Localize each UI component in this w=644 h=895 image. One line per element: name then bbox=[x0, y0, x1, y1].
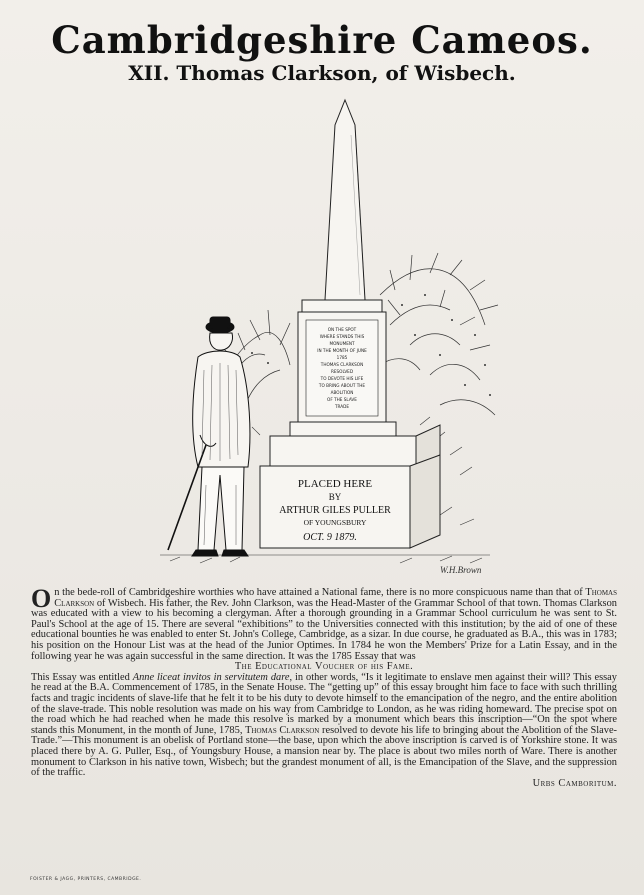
monument-illustration bbox=[140, 95, 510, 580]
base-line: ARTHUR GILES PULLER bbox=[279, 505, 391, 516]
text-run: of Wisbech. His father, the Rev. John Clarkson, was the Head-Master of the Grammar School of that town. Thomas Clarkson was educated with a view to his becoming a clergyman. After a thorough grounding in a Grammar School curriculum he was sent to St. Paul's School at the age of 15. There are several “exhibitions” to the Universities connected with this institution; by the aid of one of these educational bounties he was enabled to enter St. John's College, Cambridge, as a sizar. In due course, he graduated as B.A., this was in 1783; his position on the Honour List was at the head of the Junior Optimes. In 1784 he won the Members' Prize for a Latin Essay, and in the following year he was again successful in the same direction. It was the 1785 Essay that was bbox=[31, 597, 617, 662]
obelisk bbox=[325, 100, 365, 300]
base-line: OF YOUNGSBURY bbox=[303, 518, 367, 527]
base-line: BY bbox=[328, 492, 342, 502]
section-heading: The Educational Voucher of his Fame. bbox=[234, 661, 414, 673]
inscription-line: IN THE MONTH OF JUNE bbox=[317, 348, 367, 353]
name-smallcaps: Thomas Clarkson bbox=[54, 587, 617, 609]
inscription-line: OF THE SLAVE bbox=[327, 397, 357, 402]
inscription-line: TRADE bbox=[334, 404, 350, 409]
inscription-line: WHERE STANDS THIS bbox=[319, 334, 365, 339]
gentleman-figure bbox=[168, 317, 250, 556]
printer-imprint: FOISTER & JAGG, PRINTERS, CAMBRIDGE. bbox=[30, 877, 142, 882]
inscription-line: MONUMENT bbox=[329, 341, 355, 346]
base-line: PLACED HERE bbox=[297, 478, 373, 490]
inscription-line: THOMAS CLARKSON bbox=[320, 362, 364, 367]
text-run: This Essay was entitled bbox=[31, 671, 133, 683]
name-smallcaps: Thomas Clarkson bbox=[245, 724, 320, 736]
text-run: , in other words, “Is it legitimate to enslave men against their will? This essay he read at the B.A. Commencement of 1785, in the Senate House. The “getting up” of this essay brought him face to face with such thrilling facts and tragic incidents of slave-life that he felt it to be his duty to devote himself to the emancipation of the negro, and the entire abolition of the slave-trade. This noble resolution was made on his way from Cambridge to London, as he was riding homeward. The precise spot on the road which he had reached when he made this resolve is marked by a monument which bears this inscription—“On the spot where stands this Monument, in the month of June, 1785, bbox=[31, 671, 617, 736]
text-run: resolved to devote his life to bringing about the Abolition of the Slave-Trade.”—This monument is an obelisk of Portland stone—the base, upon which the above inscription is carved is of Yorkshire stone. It was placed there by A. G. Puller, Esq., of Youngsbury House, a mansion near by. The place is about two miles north of Ware. There is another monument to Clarkson in his native town, Wisbech; but the grandest monument of all, is the Emancipation of the Slave, and the suppression of the traffic. bbox=[31, 724, 618, 779]
inscription-line: TO DEVOTE HIS LIFE bbox=[320, 376, 364, 381]
page-title: Cambridgeshire Cameos. bbox=[51, 18, 593, 62]
inscription-line: 1785 bbox=[336, 355, 348, 360]
inscription-line: TO BRING ABOUT THE bbox=[318, 383, 366, 388]
drop-cap: O bbox=[31, 584, 52, 613]
inscription-line: ABOLITION bbox=[330, 390, 354, 395]
latin-title: Anne liceat invitos in servitutem dare bbox=[132, 671, 290, 683]
page-subtitle: XII. Thomas Clarkson, of Wisbech. bbox=[128, 61, 516, 85]
base-line: OCT. 9 1879. bbox=[303, 532, 357, 543]
text-run: n the bede-roll of Cambridgeshire worthies who have attained a National fame, there is no more conspicuous name than that of bbox=[54, 587, 586, 598]
article-body bbox=[31, 584, 618, 789]
artist-signature: W.H.Brown bbox=[440, 565, 482, 575]
paragraph-intro bbox=[31, 584, 617, 662]
paragraph-essay bbox=[31, 673, 617, 779]
inscription-line: RESOLVED bbox=[330, 369, 354, 374]
inscription-line: ON THE SPOT bbox=[327, 327, 357, 332]
author-signature: Urbs Camboritum. bbox=[532, 777, 617, 789]
